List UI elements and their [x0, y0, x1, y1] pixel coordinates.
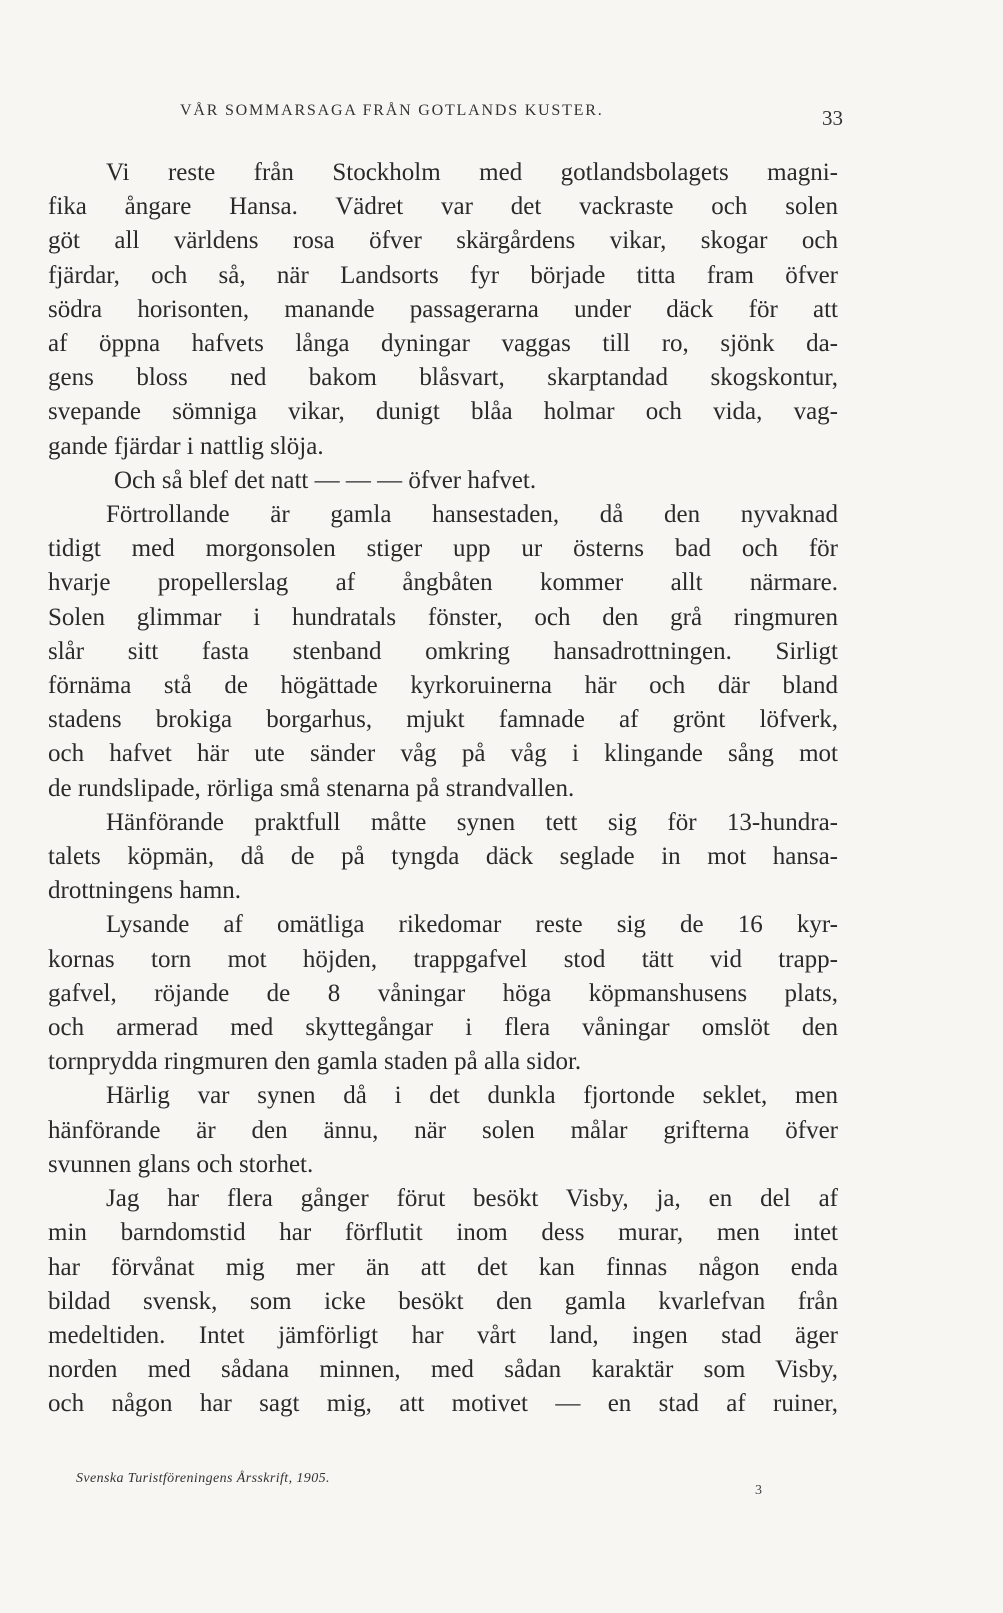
text-line: de rundslipade, rörliga små stenarna på strandvallen.: [48, 774, 575, 802]
text-line: stadens brokiga borgarhus, mjukt famnade af grönt löfverk,: [48, 706, 838, 734]
sheet-number: 3: [755, 1483, 762, 1498]
text-line: Förtrollande är gamla hansestaden, då den nyvaknad: [106, 501, 838, 529]
text-line: norden med sådana minnen, med sådan karaktär som Visby,: [48, 1356, 838, 1384]
text-line: Solen glimmar i hundratals fönster, och den grå ringmuren: [48, 603, 838, 631]
signature-line: Svenska Turistföreningens Årsskrift, 1905.: [76, 1471, 330, 1486]
text-line: och armerad med skyttegångar i flera våningar omslöt den: [48, 1014, 838, 1042]
page-number: 33: [822, 106, 843, 130]
text-line: har förvånat mig mer än att det kan finnas någon enda: [48, 1253, 838, 1281]
text-line: medeltiden. Intet jämförligt har vårt land, ingen stad äger: [48, 1321, 838, 1349]
text-line: talets köpmän, då de på tyngda däck seglade in mot hansa-: [48, 843, 838, 871]
text-line: kornas torn mot höjden, trappgafvel stod tätt vid trapp-: [48, 945, 838, 973]
text-line: bildad svensk, som icke besökt den gamla kvarlefvan från: [48, 1287, 838, 1315]
text-line: södra horisonten, manande passagerarna under däck för att: [48, 295, 838, 323]
text-line: hvarje propellerslag af ångbåten kommer allt närmare.: [48, 569, 838, 597]
text-line: Lysande af omätliga rikedomar reste sig de 16 kyr-: [106, 911, 838, 939]
text-line: göt all världens rosa öfver skärgårdens vikar, skogar och: [48, 227, 838, 255]
text-line: Och så blef det natt — — — öfver hafvet.: [114, 466, 537, 494]
text-line: och hafvet här ute sänder våg på våg i klingande sång mot: [48, 740, 838, 768]
text-line: Hänförande praktfull måtte synen tett sig för 13-hundra-: [106, 808, 838, 836]
text-line: gafvel, röjande de 8 våningar höga köpmanshusens plats,: [48, 979, 838, 1007]
text-line: Härlig var synen då i det dunkla fjortonde seklet, men: [106, 1082, 838, 1110]
text-line: Vi reste från Stockholm med gotlandsbolagets magni-: [106, 159, 838, 186]
text-line: drottningens hamn.: [48, 877, 242, 905]
text-line: gande fjärdar i nattlig slöja.: [48, 432, 324, 460]
page-header: [0, 102, 1003, 128]
text-line: och någon har sagt mig, att motivet — en stad af ruiner,: [48, 1390, 838, 1418]
running-title: VÅR SOMMARSAGA FRÅN GOTLANDS KUSTER.: [180, 102, 604, 119]
text-line: slår sitt fasta stenband omkring hansadrottningen. Sirligt: [48, 637, 838, 665]
text-line: min barndomstid har förflutit inom dess murar, men intet: [48, 1219, 838, 1247]
text-line: gens bloss ned bakom blåsvart, skarptandad skogskontur,: [48, 364, 838, 392]
page-footer: [0, 1465, 1003, 1498]
text-line: tidigt med morgonsolen stiger upp ur österns bad och för: [48, 535, 838, 563]
text-line: fika ångare Hansa. Vädret var det vackraste och solen: [48, 193, 838, 221]
text-line: fjärdar, och så, när Landsorts fyr började titta fram öfver: [48, 261, 838, 289]
text-line: Jag har flera gånger förut besökt Visby, ja, en del af: [106, 1185, 838, 1213]
text-line: svepande sömniga vikar, dunigt blåa holmar och vida, vag-: [48, 398, 838, 426]
body-text: [48, 156, 838, 1422]
text-line: af öppna hafvets långa dyningar vaggas till ro, sjönk da-: [48, 330, 838, 358]
text-line: hänförande är den ännu, när solen målar grifterna öfver: [48, 1116, 838, 1144]
text-line: förnäma stå de högättade kyrkoruinerna här och där bland: [48, 672, 838, 700]
text-line: svunnen glans och storhet.: [48, 1150, 314, 1178]
text-line: tornprydda ringmuren den gamla staden på alla sidor.: [48, 1048, 582, 1076]
